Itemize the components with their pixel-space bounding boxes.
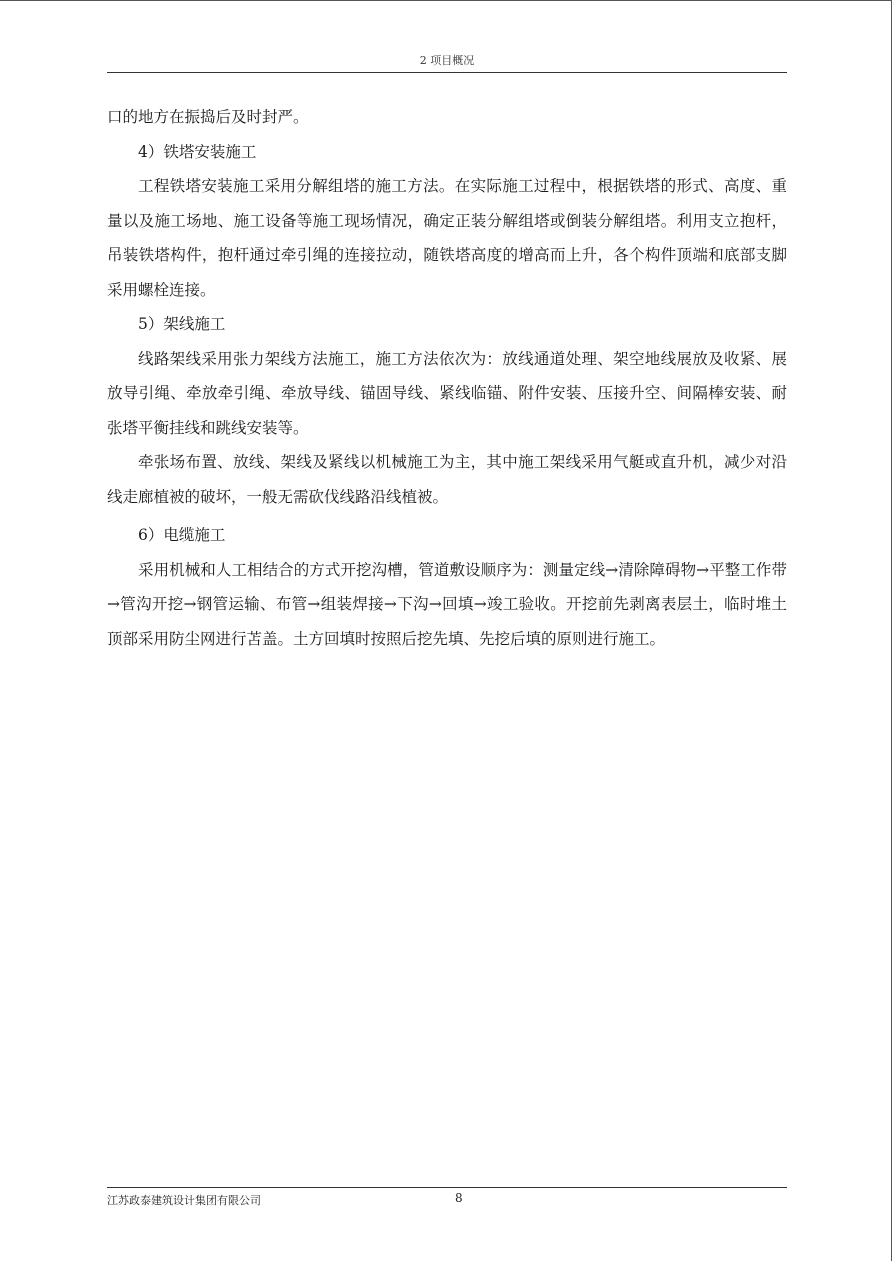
page-footer: [107, 1187, 787, 1210]
paragraph-stringing-site: 牵张场布置、放线、架线及紧线以机械施工为主，其中施工架线采用气艇或直升机，减少对沿线走廊植被的破坏，一般无需砍伐线路沿线植被。: [107, 453, 787, 506]
paragraph-tower-installation: 工程铁塔安装施工采用分解组塔的施工方法。在实际施工过程中，根据铁塔的形式、高度、重量以及施工场地、施工设备等施工现场情况，确定正装分解组塔或倒装分解组塔。利用支立抱杆，吊装铁塔构件，抱杆通过牵引绳的连接拉动，随铁塔高度的增高而上升，各个构件顶端和底部支脚采用螺栓连接。: [107, 177, 787, 299]
document-body: [107, 100, 787, 656]
section-heading-stringing: 5）架线施工: [138, 315, 226, 333]
page-header: [107, 52, 787, 73]
page-number: 8: [455, 1191, 463, 1205]
paragraph-continuation: 口的地方在振捣后及时封严。: [107, 108, 309, 126]
section-heading-cable: 6）电缆施工: [138, 526, 226, 544]
paragraph-cable-construction: 采用机械和人工相结合的方式开挖沟槽，管道敷设顺序为：测量定线→清除障碍物→平整工作带→管沟开挖→钢管运输、布管→组装焊接→下沟→回填→竣工验收。开挖前先剥离表层土，临时堆土顶部采用防尘网进行苫盖。土方回填时按照后挖先填、先挖后填的原则进行施工。: [107, 560, 787, 648]
footer-company-name: 江苏政泰建筑设计集团有限公司: [107, 1194, 261, 1207]
section-heading-tower-installation: 4）铁塔安装施工: [138, 142, 257, 161]
paragraph-stringing-method: 线路架线采用张力架线方法施工，施工方法依次为：放线通道处理、架空地线展放及收紧、展放导引绳、牵放牵引绳、牵放导线、锚固导线、紧线临锚、附件安装、压接升空、间隔棒安装、耐张塔平衡挂线和跳线安装等。: [107, 349, 787, 437]
header-title: 2 项目概况: [419, 54, 475, 67]
